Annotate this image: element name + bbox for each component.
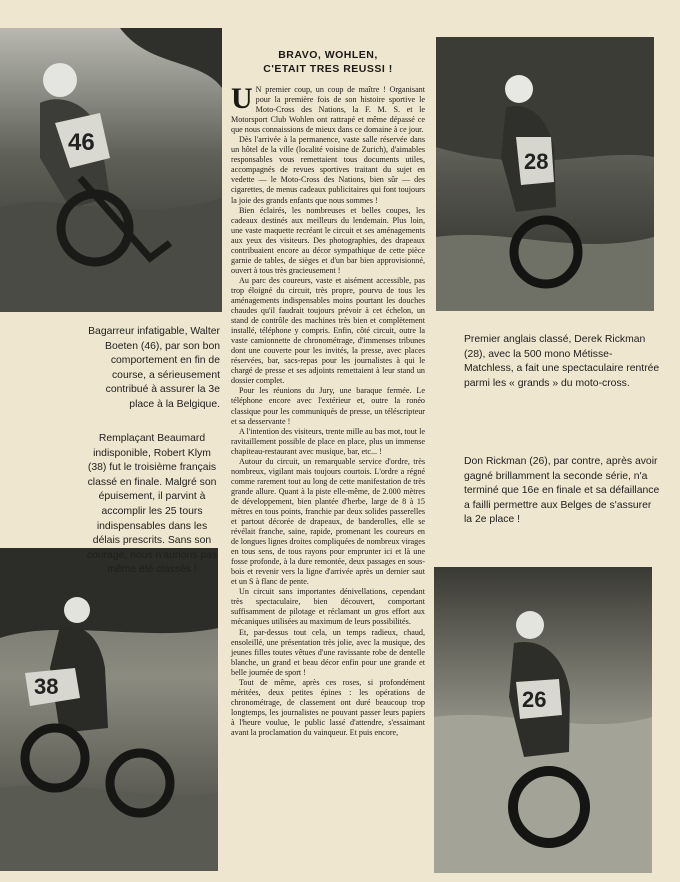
caption-robert-klym: Remplaçant Beaumard indisponible, Robert Klym (38) fut le troisième français classé en finale. Malgré son épuisement, il parvint à accomplir les 25 tours indispensables dans les délais prescrits. Sans son courage, nous n'aurions pas même été classés !	[86, 433, 218, 576]
caption-don-rickman: Don Rickman (26), par contre, après avoir gagné brillamment la seconde série, n'a terminé que 16e en finale et sa défaillance a failli permettre aux Belges de s'assurer la 2e place !	[464, 456, 660, 526]
article-headline	[231, 48, 425, 76]
headline-line-2: C'ETAIT TRES REUSSI !	[263, 63, 393, 75]
article-paragraph: Bien éclairés, les nombreuses et belles coupes, les cadeaux destinés aux meilleurs du lendemain. Plus loin, une vaste maquette recréant le circuit et ses aménagements aux yeux des visiteurs. Des photographies, des drapeaux contribuaient encore au décor sympathique de cette pièce garnie de tables, de sièges et d'un bar bien approvisionné, ouvert à tous très gracieusement !	[231, 205, 425, 275]
photo-don-rickman	[434, 567, 652, 873]
photo-plate-26: 26	[522, 687, 547, 712]
dropcap: U	[231, 82, 253, 115]
article-paragraph: Pour les réunions du Jury, une baraque fermée. Le téléphone encore avec l'extérieur et, outre la ronéo classique pour les communiqués de presse, un téléscripteur et sa desservante !	[231, 386, 425, 426]
photo-robert-klym	[0, 548, 218, 871]
article-paragraph: Au parc des coureurs, vaste et aisément accessible, pas trop éloigné du circuit, très propre, pourvu de tous les aménagements indispensables moins pourtant les douches chaudes qu'il faudrait toujours prévoir à cet échelon, un stand de contrôle des machines très bien et complètement installé, téléphone y compris. Enfin, côté circuit, outre la vaste camionnette de chronométrage, d'immenses tribunes dont une couverte pour les invités, la presse, avec places réservées, bar, sacs-repas pour les journalistes à qui le chargé de presse et ses adjoints remettaient à leur stand un dossier complet.	[231, 275, 425, 386]
photo-plate-38: 38	[34, 674, 59, 699]
caption-walter-boeten: Bagarreur infatigable, Walter Boeten (46), par son bon comportement en fin de course, a sérieusement contribué à assurer la 3e place à la Belgique.	[88, 326, 220, 410]
photo-plate-46: 46	[68, 129, 95, 156]
article-paragraph: Et, par-dessus tout cela, un temps radieux, chaud, ensoleillé, une présentation très jolie, avec la musique, des jeunes filles toutes vêtues d'une ravissante robe de dentelle blanche, un grand et beau décor enfin pour une grande et belle journée de sport !	[231, 627, 425, 677]
article-paragraph: A l'intention des visiteurs, trente mille au bas mot, tout le ravitaillement possible de place en place, plus un immense chapiteau-restaurant avec musique, bar, etc... !	[231, 426, 425, 456]
caption-derek-rickman: Premier anglais classé, Derek Rickman (28), avec la 500 mono Métisse-Matchless, a fait une spectaculaire rentrée parmi les « grands » du moto-cross.	[464, 334, 660, 389]
article	[231, 48, 425, 738]
article-body	[231, 82, 425, 738]
photo-walter-boeten	[0, 28, 222, 312]
article-paragraph: Tout de même, après ces roses, si profondément méritées, deux petites épines : les opérations de chronométrage, de classement ont duré beaucoup trop longtemps, les journalistes ne pouvant passer leurs papiers à l'heure voulue, le public lassé d'attendre, s'essaimant avant la proclamation du vainqueur. Et puis encore,	[231, 677, 425, 737]
photo-derek-rickman	[436, 37, 654, 311]
article-paragraph: Un circuit sans importantes dénivellations, cependant très spectaculaire, bien découvert, comportant suffisamment de pilotage et réclamant un gros effort aux mécaniques utilisées au maximum de leurs possibilités.	[231, 587, 425, 627]
article-paragraph: Dès l'arrivée à la permanence, vaste salle réservée dans un hôtel de la ville (localité voisine de Zurich), d'aimables responsables vous remettaient tous documents utiles, accompagnés de revues sportives traitant du sujet en vedette — le Moto-Cross des Nations, bien sûr — des cigarettes, de menus cadeaux publicitaires qui font toujours la joie des grands enfants que nous sommes !	[231, 135, 425, 205]
article-paragraph: N premier coup, un coup de maître ! Organisant pour la première fois de son histoire sportive le Moto-Cross des Nations, la F. M. S. et le Motorsport Club Wohlen ont rattrapé et même dépassé ce que nous connaissions de mieux dans ce domaine à ce jour.	[231, 85, 425, 135]
photo-plate-28: 28	[524, 149, 549, 174]
headline-line-1: BRAVO, WOHLEN,	[278, 49, 378, 61]
article-paragraph: Autour du circuit, un remarquable service d'ordre, très nombreux, vigilant mais toujours courtois. L'ordre a régné comme rarement tout au long de cette manifestation de très grande allure. Quant à la piste elle-même, de 2.000 mètres de développement, bien plantée d'herbe, large de 8 à 15 mètres en tous points, franchie par deux solides passerelles et partout décorée de drapeaux, de banderolles, elle se révélait franche, saine, rapide, promenant les coureurs en de longues lignes droites compliquées de nombreux virages en tous sens, de tous rayons pour emprunter ici et là une fosse profonde, à la dure remontée, deux passages en sous-bois et revenir vers la ligne d'arrivée après un dernier saut et un S à flanc de pente.	[231, 456, 425, 587]
